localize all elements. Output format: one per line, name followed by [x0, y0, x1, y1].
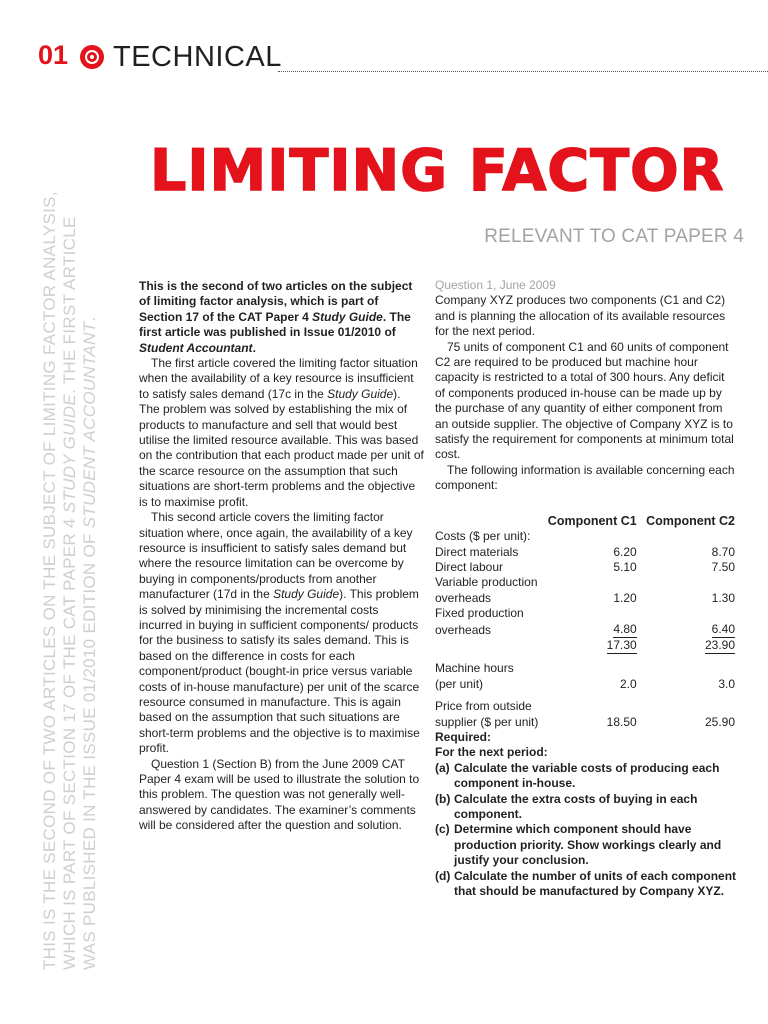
requirement-item: (c) Determine which component should have production priority. Show workings clearly and justify your conclusion. [435, 822, 722, 868]
body-paragraph: This second article covers the limiting factor situation where, once again, the availability of a key resource is insufficient to satisfy sales demand but where the resource limitation can be overcome by buying in components/products from another manufacturer (17d in the Study Guide). This problem is solved by minimising the incremental costs incurred in buying in sufficient components/ products for the business to satisfy its sales demand. This is based on the difference in costs for each component/product (bought-in price versus variable costs of in-house manufacture) per unit of the scarce resource consumed in manufacture. This is again based on the assumption that such situations are short-term problems and the objective is to maximise profit. [139, 510, 420, 756]
left-column [139, 279, 424, 834]
table-row: Costs ($ per unit): [435, 529, 531, 544]
question-paragraph: Company XYZ produces two components (C1 and C2) and is planning the allocation of its available resources for the next period. [435, 293, 726, 339]
table-row: overheads 1.20 1.30 [435, 590, 735, 605]
required-heading: Required: [435, 729, 492, 744]
question-heading: Question 1, June 2009 [435, 278, 556, 292]
table-row: supplier ($ per unit) 18.50 25.90 [435, 714, 735, 729]
section-title: TECHNICAL [113, 41, 282, 73]
sidebar-line: THIS IS THE SECOND OF TWO ARTICLES ON THE SUBJECT OF LIMITING FACTOR ANALYSIS, [40, 191, 59, 970]
sidebar-blurb [40, 110, 100, 970]
requirement-item: (b) Calculate the extra costs of buying in each component. [435, 791, 698, 821]
sidebar-line: WAS PUBLISHED IN THE ISSUE 01/2010 EDITION OF STUDENT ACCOUNTANT. [80, 316, 99, 970]
requirement-item: (a) Calculate the variable costs of producing each component in-house. [435, 760, 720, 791]
body-paragraph: The first article covered the limiting factor situation when the availability of a key resource is insufficient to satisfy sales demand (17c in the Study Guide). The problem was solved by establishing the mix of products to manufacture and sell that would best utilise the limited resource available. This was based on the contribution that each product made per unit of the scarce resource on the assumption that such situations are short-term problems and the objective is to maximise profit. [139, 356, 424, 509]
component-cost-table [435, 514, 735, 730]
sidebar-line: WHICH IS PART OF SECTION 17 OF THE CAT PAPER 4 STUDY GUIDE. THE FIRST ARTICLE [60, 216, 79, 970]
article-subtitle: RELEVANT TO CAT PAPER 4 [484, 226, 744, 247]
section-number: 01 [38, 40, 69, 70]
table-row: Fixed production [435, 606, 524, 621]
question-paragraph: 75 units of component C1 and 60 units of component C2 are required to be produced but machine hour capacity is restricted to a total of 300 hours. Any deficit of components produced in-house can be made up by the purchase of any quantity of either component from an outside supplier. The objective of Company XYZ is to satisfy the requirement for components at minimum total cost. [435, 339, 734, 462]
table-row: Direct labour 5.10 7.50 [435, 559, 735, 574]
body-paragraph: Question 1 (Section B) from the June 2009 CAT Paper 4 exam will be used to illustrate the solution to this problem. The question was not generally well-answered by candidates. The examiner’s comments will be considered after the question and solution. [139, 756, 420, 833]
table-row: Variable production [435, 575, 538, 590]
table-row: Direct materials 6.20 8.70 [435, 544, 735, 559]
requirement-item: (d) Calculate the number of units of each component that should be manufactured by Company XYZ. [435, 868, 737, 899]
question-paragraph: The following information is available concerning each component: [435, 462, 735, 493]
article-title: LIMITING FACTOR [150, 138, 725, 204]
header-divider [278, 71, 768, 72]
table-total-row: 17.30 23.90 [435, 638, 735, 654]
period-heading: For the next period: [435, 745, 548, 760]
table-row: overheads 4.80 6.40 [435, 621, 735, 637]
table-header-row [435, 514, 735, 529]
target-icon [80, 45, 104, 69]
table-row: Machine hours [435, 661, 514, 676]
intro-paragraph: This is the second of two articles on the subject of limiting factor analysis, which is part of Section 17 of the CAT Paper 4 Study Guide. The first article was published in Issue 01/2010 of Student Accountant. [139, 279, 413, 355]
column-header: Component C2 [646, 513, 735, 528]
table-row: Price from outside [435, 699, 532, 714]
right-column [435, 278, 737, 899]
column-header: Component C1 [547, 513, 637, 528]
table-row: (per unit) 2.0 3.0 [435, 676, 735, 691]
